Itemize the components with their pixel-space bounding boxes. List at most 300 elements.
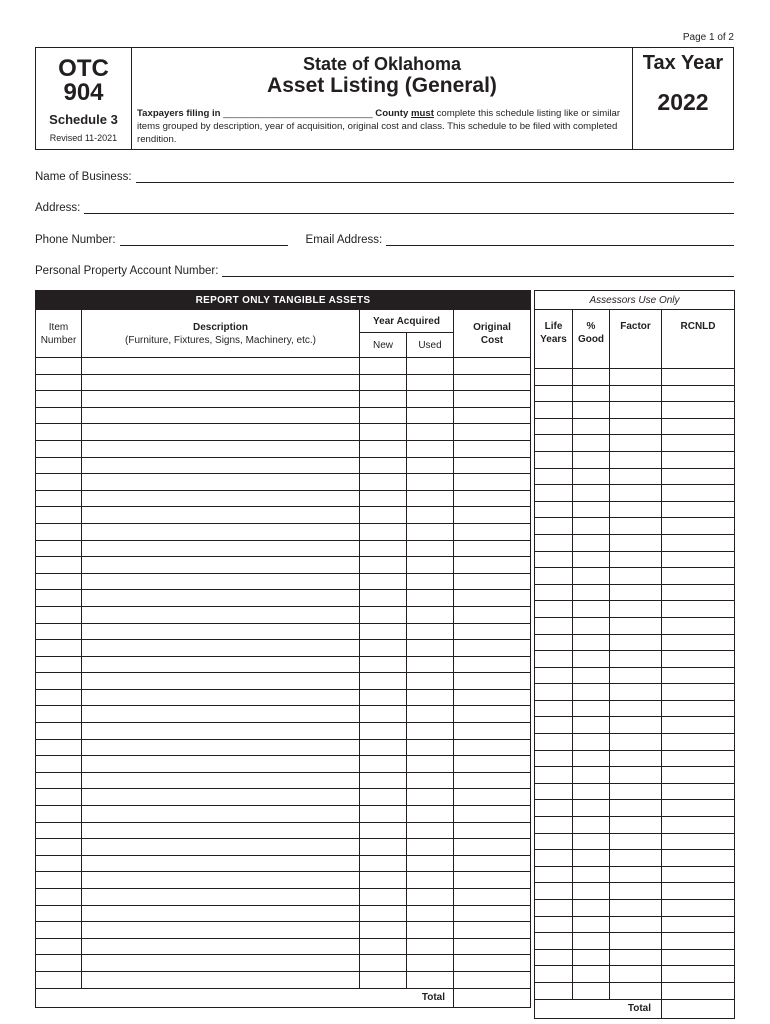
- life-years-cell[interactable]: [535, 900, 573, 917]
- new-year-cell[interactable]: [360, 374, 407, 391]
- county-blank[interactable]: ____________________________: [223, 108, 373, 119]
- life-years-cell[interactable]: [535, 800, 573, 817]
- item-number-cell[interactable]: [36, 424, 82, 441]
- original-cost-cell[interactable]: [454, 656, 531, 673]
- factor-cell[interactable]: [610, 485, 662, 502]
- life-years-cell[interactable]: [535, 684, 573, 701]
- rcnld-cell[interactable]: [662, 551, 735, 568]
- factor-cell[interactable]: [610, 883, 662, 900]
- used-year-cell[interactable]: [407, 955, 454, 972]
- address-line[interactable]: [84, 201, 734, 214]
- rcnld-cell[interactable]: [662, 767, 735, 784]
- new-year-cell[interactable]: [360, 623, 407, 640]
- new-year-cell[interactable]: [360, 689, 407, 706]
- description-cell[interactable]: [82, 474, 360, 491]
- item-number-cell[interactable]: [36, 905, 82, 922]
- rcnld-cell[interactable]: [662, 534, 735, 551]
- life-years-cell[interactable]: [535, 916, 573, 933]
- description-cell[interactable]: [82, 673, 360, 690]
- original-cost-cell[interactable]: [454, 391, 531, 408]
- life-years-cell[interactable]: [535, 634, 573, 651]
- item-number-cell[interactable]: [36, 523, 82, 540]
- life-years-cell[interactable]: [535, 933, 573, 950]
- percent-good-cell[interactable]: [573, 734, 610, 751]
- factor-cell[interactable]: [610, 966, 662, 983]
- percent-good-cell[interactable]: [573, 418, 610, 435]
- original-cost-cell[interactable]: [454, 490, 531, 507]
- factor-cell[interactable]: [610, 767, 662, 784]
- new-year-cell[interactable]: [360, 855, 407, 872]
- account-number-line[interactable]: [222, 264, 734, 277]
- life-years-cell[interactable]: [535, 717, 573, 734]
- description-cell[interactable]: [82, 689, 360, 706]
- original-cost-cell[interactable]: [454, 374, 531, 391]
- rcnld-cell[interactable]: [662, 651, 735, 668]
- new-year-cell[interactable]: [360, 806, 407, 823]
- new-year-cell[interactable]: [360, 523, 407, 540]
- factor-cell[interactable]: [610, 949, 662, 966]
- description-cell[interactable]: [82, 507, 360, 524]
- life-years-cell[interactable]: [535, 883, 573, 900]
- item-number-cell[interactable]: [36, 590, 82, 607]
- description-cell[interactable]: [82, 407, 360, 424]
- percent-good-cell[interactable]: [573, 568, 610, 585]
- percent-good-cell[interactable]: [573, 833, 610, 850]
- original-cost-cell[interactable]: [454, 358, 531, 375]
- rcnld-cell[interactable]: [662, 634, 735, 651]
- percent-good-cell[interactable]: [573, 900, 610, 917]
- rcnld-cell[interactable]: [662, 783, 735, 800]
- percent-good-cell[interactable]: [573, 534, 610, 551]
- life-years-cell[interactable]: [535, 385, 573, 402]
- description-cell[interactable]: [82, 922, 360, 939]
- life-years-cell[interactable]: [535, 651, 573, 668]
- rcnld-cell[interactable]: [662, 418, 735, 435]
- item-number-cell[interactable]: [36, 490, 82, 507]
- used-year-cell[interactable]: [407, 889, 454, 906]
- new-year-cell[interactable]: [360, 723, 407, 740]
- new-year-cell[interactable]: [360, 673, 407, 690]
- factor-cell[interactable]: [610, 518, 662, 535]
- description-cell[interactable]: [82, 938, 360, 955]
- original-cost-cell[interactable]: [454, 889, 531, 906]
- rcnld-cell[interactable]: [662, 402, 735, 419]
- used-year-cell[interactable]: [407, 839, 454, 856]
- used-year-cell[interactable]: [407, 789, 454, 806]
- description-cell[interactable]: [82, 358, 360, 375]
- life-years-cell[interactable]: [535, 485, 573, 502]
- factor-cell[interactable]: [610, 750, 662, 767]
- description-cell[interactable]: [82, 789, 360, 806]
- percent-good-cell[interactable]: [573, 518, 610, 535]
- used-year-cell[interactable]: [407, 822, 454, 839]
- original-cost-cell[interactable]: [454, 922, 531, 939]
- used-year-cell[interactable]: [407, 424, 454, 441]
- life-years-cell[interactable]: [535, 369, 573, 386]
- rcnld-cell[interactable]: [662, 700, 735, 717]
- description-cell[interactable]: [82, 540, 360, 557]
- new-year-cell[interactable]: [360, 424, 407, 441]
- item-number-cell[interactable]: [36, 557, 82, 574]
- used-year-cell[interactable]: [407, 905, 454, 922]
- new-year-cell[interactable]: [360, 889, 407, 906]
- used-year-cell[interactable]: [407, 573, 454, 590]
- life-years-cell[interactable]: [535, 501, 573, 518]
- item-number-cell[interactable]: [36, 922, 82, 939]
- factor-cell[interactable]: [610, 468, 662, 485]
- used-year-cell[interactable]: [407, 374, 454, 391]
- item-number-cell[interactable]: [36, 872, 82, 889]
- description-cell[interactable]: [82, 806, 360, 823]
- rcnld-cell[interactable]: [662, 800, 735, 817]
- original-cost-cell[interactable]: [454, 855, 531, 872]
- description-cell[interactable]: [82, 391, 360, 408]
- new-year-cell[interactable]: [360, 557, 407, 574]
- factor-cell[interactable]: [610, 369, 662, 386]
- description-cell[interactable]: [82, 606, 360, 623]
- percent-good-cell[interactable]: [573, 385, 610, 402]
- original-cost-cell[interactable]: [454, 557, 531, 574]
- life-years-cell[interactable]: [535, 817, 573, 834]
- new-year-cell[interactable]: [360, 839, 407, 856]
- percent-good-cell[interactable]: [573, 966, 610, 983]
- rcnld-cell[interactable]: [662, 916, 735, 933]
- item-number-cell[interactable]: [36, 440, 82, 457]
- life-years-cell[interactable]: [535, 767, 573, 784]
- rcnld-cell[interactable]: [662, 966, 735, 983]
- item-number-cell[interactable]: [36, 656, 82, 673]
- percent-good-cell[interactable]: [573, 783, 610, 800]
- new-year-cell[interactable]: [360, 407, 407, 424]
- life-years-cell[interactable]: [535, 601, 573, 618]
- item-number-cell[interactable]: [36, 606, 82, 623]
- description-cell[interactable]: [82, 889, 360, 906]
- used-year-cell[interactable]: [407, 806, 454, 823]
- rcnld-cell[interactable]: [662, 982, 735, 999]
- factor-cell[interactable]: [610, 933, 662, 950]
- rcnld-cell[interactable]: [662, 949, 735, 966]
- item-number-cell[interactable]: [36, 955, 82, 972]
- description-cell[interactable]: [82, 839, 360, 856]
- used-year-cell[interactable]: [407, 756, 454, 773]
- new-year-cell[interactable]: [360, 822, 407, 839]
- item-number-cell[interactable]: [36, 540, 82, 557]
- original-cost-cell[interactable]: [454, 822, 531, 839]
- original-cost-cell[interactable]: [454, 806, 531, 823]
- life-years-cell[interactable]: [535, 451, 573, 468]
- percent-good-cell[interactable]: [573, 651, 610, 668]
- percent-good-cell[interactable]: [573, 850, 610, 867]
- factor-cell[interactable]: [610, 833, 662, 850]
- used-year-cell[interactable]: [407, 557, 454, 574]
- life-years-cell[interactable]: [535, 850, 573, 867]
- new-year-cell[interactable]: [360, 872, 407, 889]
- original-cost-cell[interactable]: [454, 689, 531, 706]
- description-cell[interactable]: [82, 457, 360, 474]
- rcnld-cell[interactable]: [662, 617, 735, 634]
- item-number-cell[interactable]: [36, 756, 82, 773]
- factor-cell[interactable]: [610, 418, 662, 435]
- new-year-cell[interactable]: [360, 391, 407, 408]
- item-number-cell[interactable]: [36, 457, 82, 474]
- used-year-cell[interactable]: [407, 772, 454, 789]
- new-year-cell[interactable]: [360, 474, 407, 491]
- percent-good-cell[interactable]: [573, 667, 610, 684]
- used-year-cell[interactable]: [407, 523, 454, 540]
- factor-cell[interactable]: [610, 700, 662, 717]
- description-cell[interactable]: [82, 523, 360, 540]
- rcnld-cell[interactable]: [662, 866, 735, 883]
- item-number-cell[interactable]: [36, 673, 82, 690]
- item-number-cell[interactable]: [36, 855, 82, 872]
- original-cost-cell[interactable]: [454, 606, 531, 623]
- used-year-cell[interactable]: [407, 971, 454, 988]
- phone-line[interactable]: [120, 233, 288, 246]
- rcnld-cell[interactable]: [662, 451, 735, 468]
- rcnld-cell[interactable]: [662, 833, 735, 850]
- item-number-cell[interactable]: [36, 971, 82, 988]
- percent-good-cell[interactable]: [573, 435, 610, 452]
- used-year-cell[interactable]: [407, 358, 454, 375]
- life-years-cell[interactable]: [535, 982, 573, 999]
- factor-cell[interactable]: [610, 684, 662, 701]
- used-year-cell[interactable]: [407, 490, 454, 507]
- life-years-cell[interactable]: [535, 551, 573, 568]
- used-year-cell[interactable]: [407, 938, 454, 955]
- life-years-cell[interactable]: [535, 617, 573, 634]
- new-year-cell[interactable]: [360, 971, 407, 988]
- description-cell[interactable]: [82, 723, 360, 740]
- percent-good-cell[interactable]: [573, 634, 610, 651]
- rcnld-cell[interactable]: [662, 385, 735, 402]
- original-cost-cell[interactable]: [454, 507, 531, 524]
- description-cell[interactable]: [82, 822, 360, 839]
- percent-good-cell[interactable]: [573, 501, 610, 518]
- percent-good-cell[interactable]: [573, 866, 610, 883]
- rcnld-cell[interactable]: [662, 717, 735, 734]
- rcnld-total-cell[interactable]: [662, 999, 735, 1018]
- rcnld-cell[interactable]: [662, 518, 735, 535]
- percent-good-cell[interactable]: [573, 717, 610, 734]
- factor-cell[interactable]: [610, 534, 662, 551]
- item-number-cell[interactable]: [36, 723, 82, 740]
- original-cost-cell[interactable]: [454, 872, 531, 889]
- rcnld-cell[interactable]: [662, 601, 735, 618]
- business-name-line[interactable]: [136, 170, 734, 183]
- item-number-cell[interactable]: [36, 640, 82, 657]
- original-cost-cell[interactable]: [454, 905, 531, 922]
- rcnld-cell[interactable]: [662, 435, 735, 452]
- rcnld-cell[interactable]: [662, 501, 735, 518]
- description-cell[interactable]: [82, 573, 360, 590]
- item-number-cell[interactable]: [36, 358, 82, 375]
- item-number-cell[interactable]: [36, 391, 82, 408]
- life-years-cell[interactable]: [535, 783, 573, 800]
- factor-cell[interactable]: [610, 866, 662, 883]
- description-cell[interactable]: [82, 756, 360, 773]
- original-cost-cell[interactable]: [454, 789, 531, 806]
- rcnld-cell[interactable]: [662, 734, 735, 751]
- factor-cell[interactable]: [610, 634, 662, 651]
- factor-cell[interactable]: [610, 501, 662, 518]
- rcnld-cell[interactable]: [662, 933, 735, 950]
- percent-good-cell[interactable]: [573, 982, 610, 999]
- new-year-cell[interactable]: [360, 507, 407, 524]
- original-cost-cell[interactable]: [454, 756, 531, 773]
- item-number-cell[interactable]: [36, 507, 82, 524]
- new-year-cell[interactable]: [360, 656, 407, 673]
- original-cost-cell[interactable]: [454, 640, 531, 657]
- used-year-cell[interactable]: [407, 540, 454, 557]
- percent-good-cell[interactable]: [573, 750, 610, 767]
- original-cost-cell[interactable]: [454, 590, 531, 607]
- life-years-cell[interactable]: [535, 468, 573, 485]
- new-year-cell[interactable]: [360, 540, 407, 557]
- description-cell[interactable]: [82, 424, 360, 441]
- used-year-cell[interactable]: [407, 656, 454, 673]
- used-year-cell[interactable]: [407, 391, 454, 408]
- used-year-cell[interactable]: [407, 706, 454, 723]
- rcnld-cell[interactable]: [662, 684, 735, 701]
- percent-good-cell[interactable]: [573, 916, 610, 933]
- used-year-cell[interactable]: [407, 739, 454, 756]
- percent-good-cell[interactable]: [573, 601, 610, 618]
- life-years-cell[interactable]: [535, 584, 573, 601]
- percent-good-cell[interactable]: [573, 369, 610, 386]
- life-years-cell[interactable]: [535, 734, 573, 751]
- life-years-cell[interactable]: [535, 534, 573, 551]
- description-cell[interactable]: [82, 490, 360, 507]
- used-year-cell[interactable]: [407, 723, 454, 740]
- new-year-cell[interactable]: [360, 490, 407, 507]
- original-cost-total-cell[interactable]: [454, 988, 531, 1007]
- rcnld-cell[interactable]: [662, 900, 735, 917]
- new-year-cell[interactable]: [360, 358, 407, 375]
- description-cell[interactable]: [82, 623, 360, 640]
- life-years-cell[interactable]: [535, 966, 573, 983]
- original-cost-cell[interactable]: [454, 474, 531, 491]
- item-number-cell[interactable]: [36, 822, 82, 839]
- percent-good-cell[interactable]: [573, 617, 610, 634]
- new-year-cell[interactable]: [360, 789, 407, 806]
- used-year-cell[interactable]: [407, 606, 454, 623]
- item-number-cell[interactable]: [36, 689, 82, 706]
- life-years-cell[interactable]: [535, 518, 573, 535]
- percent-good-cell[interactable]: [573, 684, 610, 701]
- item-number-cell[interactable]: [36, 889, 82, 906]
- factor-cell[interactable]: [610, 584, 662, 601]
- used-year-cell[interactable]: [407, 689, 454, 706]
- description-cell[interactable]: [82, 656, 360, 673]
- used-year-cell[interactable]: [407, 640, 454, 657]
- life-years-cell[interactable]: [535, 866, 573, 883]
- new-year-cell[interactable]: [360, 640, 407, 657]
- factor-cell[interactable]: [610, 551, 662, 568]
- factor-cell[interactable]: [610, 916, 662, 933]
- new-year-cell[interactable]: [360, 739, 407, 756]
- used-year-cell[interactable]: [407, 590, 454, 607]
- used-year-cell[interactable]: [407, 623, 454, 640]
- factor-cell[interactable]: [610, 385, 662, 402]
- item-number-cell[interactable]: [36, 839, 82, 856]
- original-cost-cell[interactable]: [454, 440, 531, 457]
- original-cost-cell[interactable]: [454, 540, 531, 557]
- description-cell[interactable]: [82, 706, 360, 723]
- factor-cell[interactable]: [610, 900, 662, 917]
- percent-good-cell[interactable]: [573, 949, 610, 966]
- original-cost-cell[interactable]: [454, 839, 531, 856]
- new-year-cell[interactable]: [360, 440, 407, 457]
- rcnld-cell[interactable]: [662, 584, 735, 601]
- original-cost-cell[interactable]: [454, 457, 531, 474]
- original-cost-cell[interactable]: [454, 623, 531, 640]
- description-cell[interactable]: [82, 872, 360, 889]
- rcnld-cell[interactable]: [662, 369, 735, 386]
- description-cell[interactable]: [82, 955, 360, 972]
- description-cell[interactable]: [82, 557, 360, 574]
- item-number-cell[interactable]: [36, 772, 82, 789]
- factor-cell[interactable]: [610, 402, 662, 419]
- original-cost-cell[interactable]: [454, 706, 531, 723]
- original-cost-cell[interactable]: [454, 938, 531, 955]
- percent-good-cell[interactable]: [573, 933, 610, 950]
- used-year-cell[interactable]: [407, 673, 454, 690]
- percent-good-cell[interactable]: [573, 451, 610, 468]
- life-years-cell[interactable]: [535, 667, 573, 684]
- rcnld-cell[interactable]: [662, 667, 735, 684]
- original-cost-cell[interactable]: [454, 673, 531, 690]
- rcnld-cell[interactable]: [662, 468, 735, 485]
- percent-good-cell[interactable]: [573, 767, 610, 784]
- item-number-cell[interactable]: [36, 789, 82, 806]
- description-cell[interactable]: [82, 905, 360, 922]
- original-cost-cell[interactable]: [454, 955, 531, 972]
- factor-cell[interactable]: [610, 601, 662, 618]
- factor-cell[interactable]: [610, 568, 662, 585]
- item-number-cell[interactable]: [36, 706, 82, 723]
- new-year-cell[interactable]: [360, 606, 407, 623]
- life-years-cell[interactable]: [535, 750, 573, 767]
- original-cost-cell[interactable]: [454, 424, 531, 441]
- factor-cell[interactable]: [610, 717, 662, 734]
- used-year-cell[interactable]: [407, 440, 454, 457]
- used-year-cell[interactable]: [407, 407, 454, 424]
- description-cell[interactable]: [82, 739, 360, 756]
- new-year-cell[interactable]: [360, 772, 407, 789]
- item-number-cell[interactable]: [36, 938, 82, 955]
- new-year-cell[interactable]: [360, 457, 407, 474]
- factor-cell[interactable]: [610, 435, 662, 452]
- description-cell[interactable]: [82, 590, 360, 607]
- percent-good-cell[interactable]: [573, 883, 610, 900]
- original-cost-cell[interactable]: [454, 971, 531, 988]
- rcnld-cell[interactable]: [662, 883, 735, 900]
- new-year-cell[interactable]: [360, 938, 407, 955]
- percent-good-cell[interactable]: [573, 817, 610, 834]
- item-number-cell[interactable]: [36, 407, 82, 424]
- original-cost-cell[interactable]: [454, 723, 531, 740]
- description-cell[interactable]: [82, 855, 360, 872]
- rcnld-cell[interactable]: [662, 485, 735, 502]
- item-number-cell[interactable]: [36, 806, 82, 823]
- used-year-cell[interactable]: [407, 507, 454, 524]
- used-year-cell[interactable]: [407, 872, 454, 889]
- original-cost-cell[interactable]: [454, 407, 531, 424]
- item-number-cell[interactable]: [36, 573, 82, 590]
- description-cell[interactable]: [82, 440, 360, 457]
- factor-cell[interactable]: [610, 817, 662, 834]
- new-year-cell[interactable]: [360, 922, 407, 939]
